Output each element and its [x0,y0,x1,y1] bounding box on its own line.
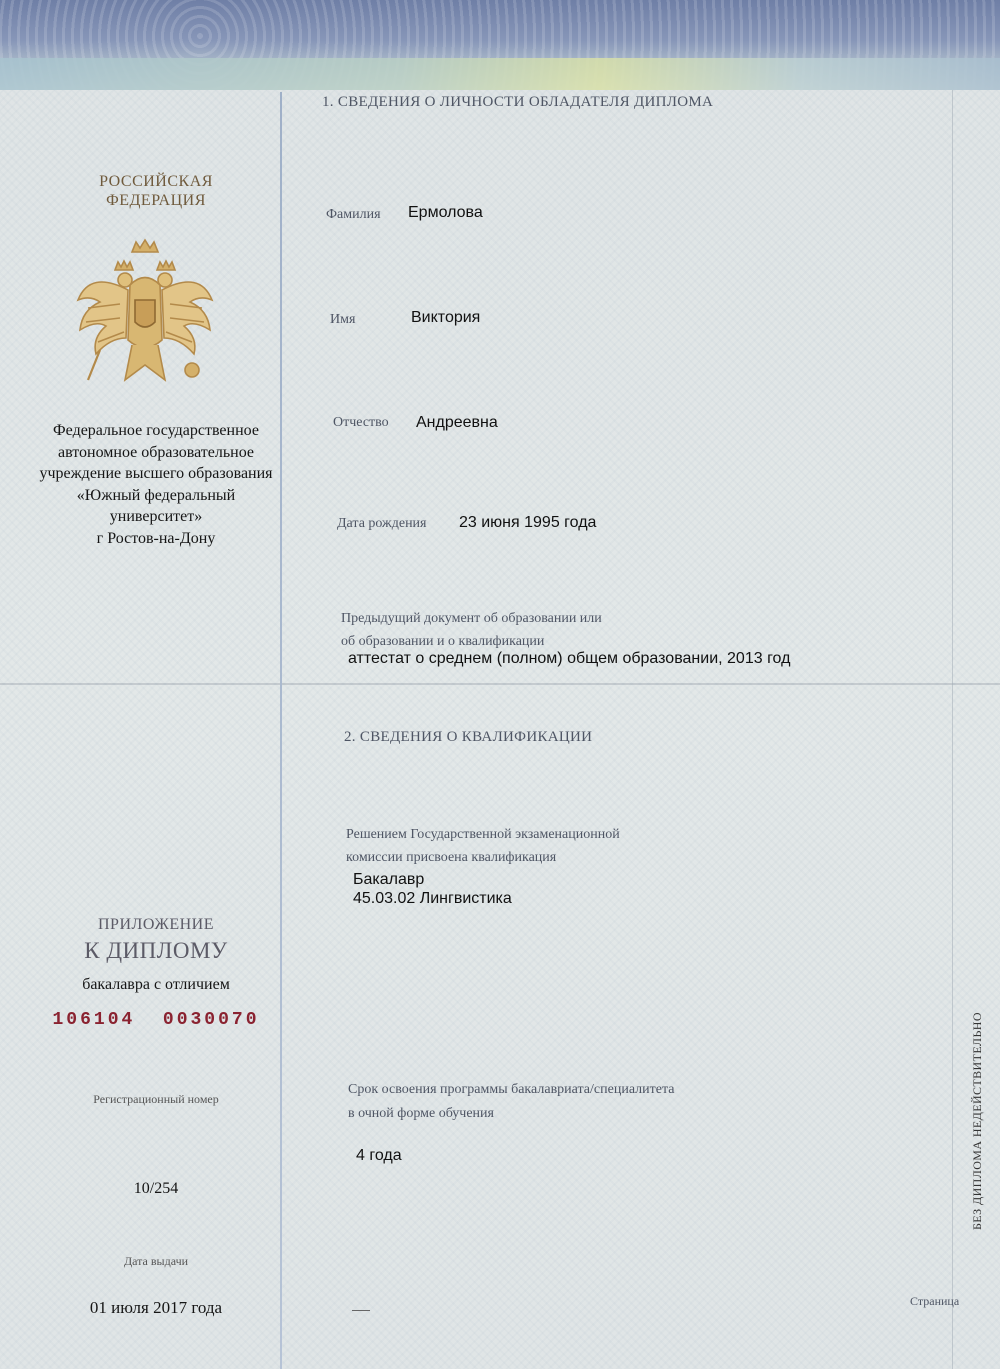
degree-type: бакалавра с отличием [82,976,230,993]
institution-line-4: «Южный федеральный [76,486,236,504]
patronymic-value: Андреевна [416,414,498,431]
country-name [20,172,292,210]
decision-label-2: комиссии присвоена квалификация [346,850,557,865]
page-label: Страница [910,1294,960,1308]
section-1-title: 1. СВЕДЕНИЯ О ЛИЧНОСТИ ОБЛАДАТЕЛЯ ДИПЛОМА [322,94,714,110]
fold-line [0,683,1000,685]
institution-line-5: университет» [109,508,203,525]
institution-line-2: автономное образовательное [57,443,254,461]
serial-number: 106104 0030070 [52,1010,260,1030]
institution-name [20,420,292,549]
vertical-validity-note: БЕЗ ДИПЛОМА НЕДЕЙСТВИТЕЛЬНО [970,1012,984,1230]
birth-date-label: Дата рождения [337,516,427,531]
registration-number: 10/254 [133,1180,179,1197]
registration-label: Регистрационный номер [93,1092,219,1106]
qualification-value: Бакалавр [353,871,425,888]
previous-document-value: аттестат о среднем (полном) общем образовании, 2013 год [348,650,791,667]
right-margin-line [952,90,953,1369]
previous-document-label-1: Предыдущий документ об образовании или [341,611,602,626]
column-divider [280,92,282,1369]
country-line-2: ФЕДЕРАЦИЯ [106,192,206,209]
decision-label-1: Решением Государственной экзаменационной [346,827,620,842]
issue-date: 01 июля 2017 года [89,1298,223,1317]
first-name-value: Виктория [411,309,481,326]
coat-of-arms-icon [70,230,220,390]
surname-label: Фамилия [326,207,381,222]
term-value: 4 года [356,1147,402,1164]
institution-line-6: г Ростов-на-Дону [96,529,216,547]
institution-line-1: Федеральное государственное [53,422,259,439]
surname-value: Ермолова [408,204,483,221]
term-label-1: Срок освоения программы бакалавриата/специалитета [348,1082,675,1097]
security-pattern-band [0,0,1000,90]
specialty-value: 45.03.02 Лингвистика [353,890,512,907]
appendix-subtitle: К ДИПЛОМУ [84,938,228,963]
page-dash [352,1310,370,1311]
section-2-title: 2. СВЕДЕНИЯ О КВАЛИФИКАЦИИ [344,729,593,745]
first-name-label: Имя [330,312,356,327]
country-line-1: РОССИЙСКАЯ [99,173,213,190]
issue-date-label: Дата выдачи [123,1254,189,1268]
institution-line-3: учреждение высшего образования [39,465,273,482]
birth-date-value: 23 июня 1995 года [459,514,597,531]
appendix-title: ПРИЛОЖЕНИЕ [97,916,214,933]
term-label-2: в очной форме обучения [348,1106,494,1121]
previous-document-label-2: об образовании и о квалификации [341,634,545,649]
patronymic-label: Отчество [333,415,389,430]
